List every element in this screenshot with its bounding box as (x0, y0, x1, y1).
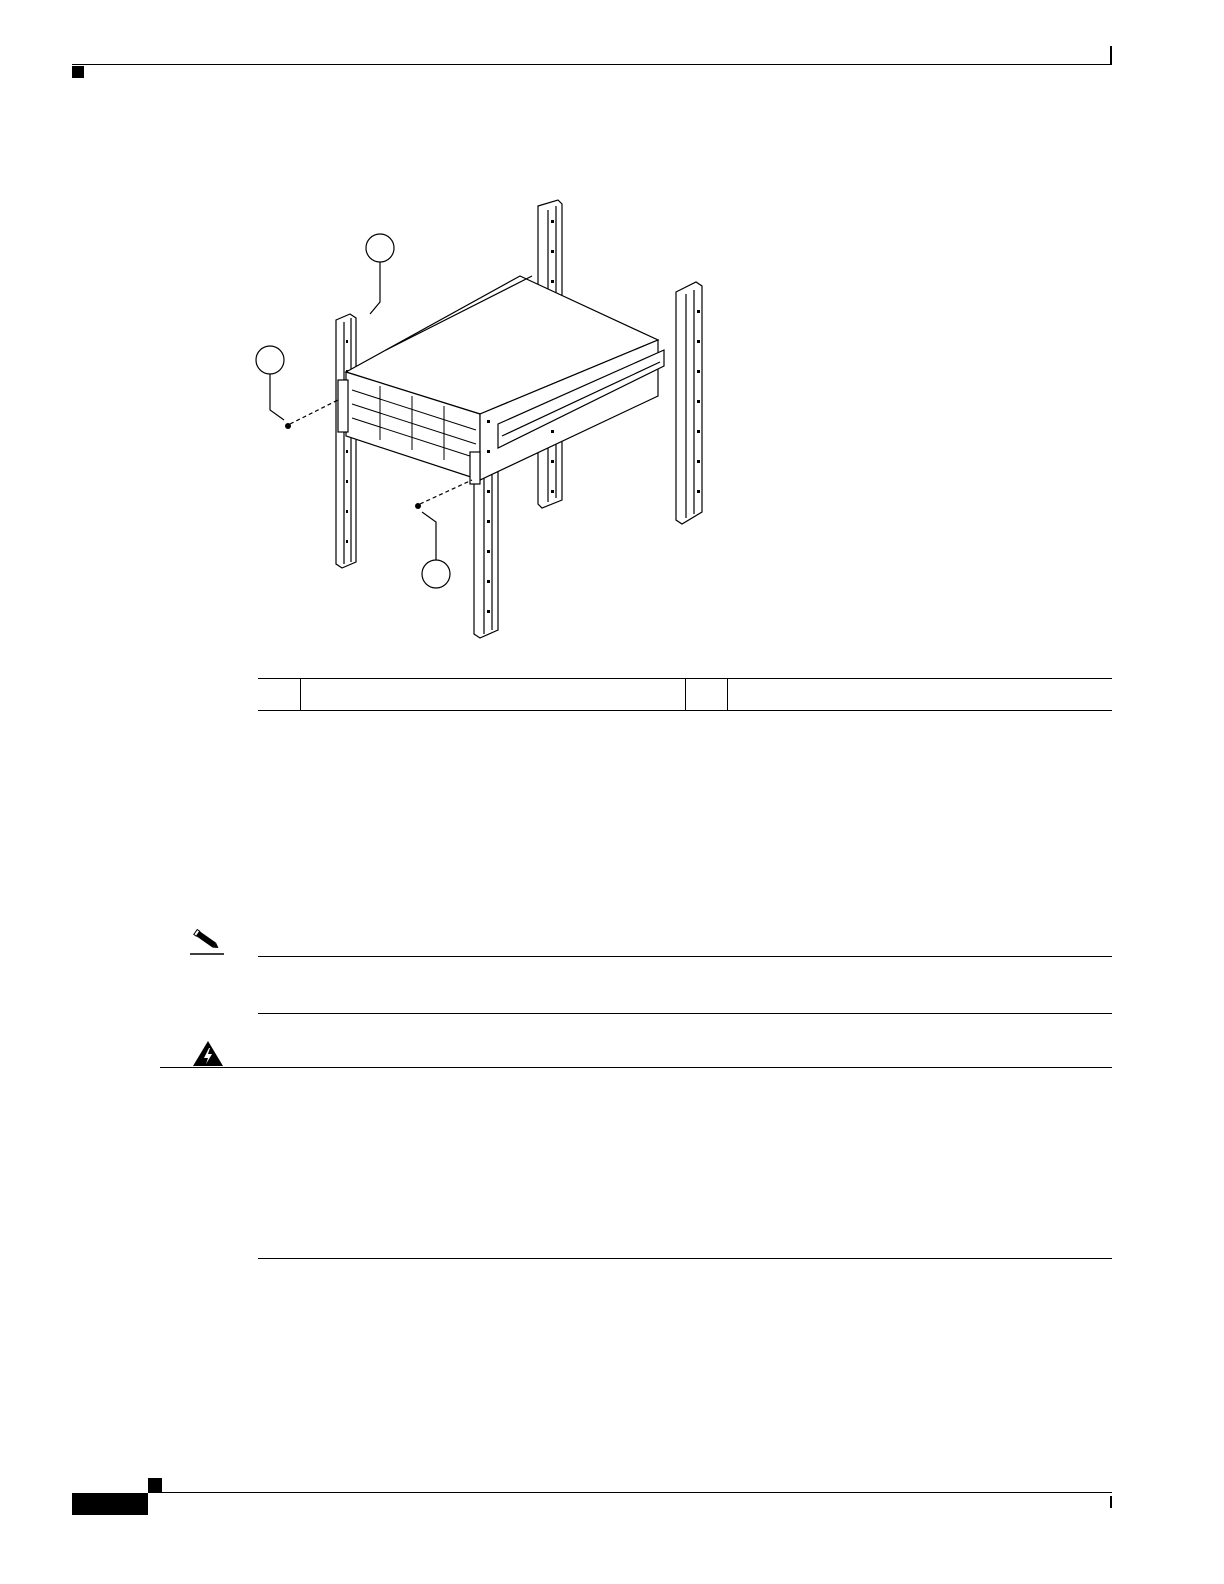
note-bottom-rule (258, 1013, 1112, 1014)
warning-triangle-icon (192, 1040, 224, 1068)
right-screw (415, 503, 421, 509)
callout-table-divider-3 (727, 678, 728, 711)
callout-circle-3 (422, 560, 450, 588)
warning-bottom-rule (258, 1258, 1112, 1259)
callout-table-divider-1 (300, 678, 301, 711)
footer-corner-square (148, 1478, 162, 1492)
footer-page-tab (72, 1493, 148, 1515)
callout-circle-1 (366, 234, 394, 262)
front-left-rack-post (336, 314, 356, 568)
callout-table-divider-2 (685, 678, 686, 711)
footer-rule (148, 1492, 1112, 1493)
right-rack-ear (470, 452, 480, 484)
rack-mount-figure (240, 190, 760, 650)
left-screw (285, 423, 291, 429)
warning-top-rule (160, 1067, 1112, 1068)
left-rack-ear (338, 380, 348, 432)
header-rule (72, 64, 1112, 65)
pencil-note-icon (190, 928, 224, 956)
footer-tick (1110, 1496, 1112, 1508)
server-rack-illustration (240, 190, 760, 650)
header-corner-square (72, 66, 84, 78)
callout-circle-2 (256, 346, 284, 374)
header-tick (1110, 46, 1112, 65)
note-top-rule (258, 956, 1112, 957)
